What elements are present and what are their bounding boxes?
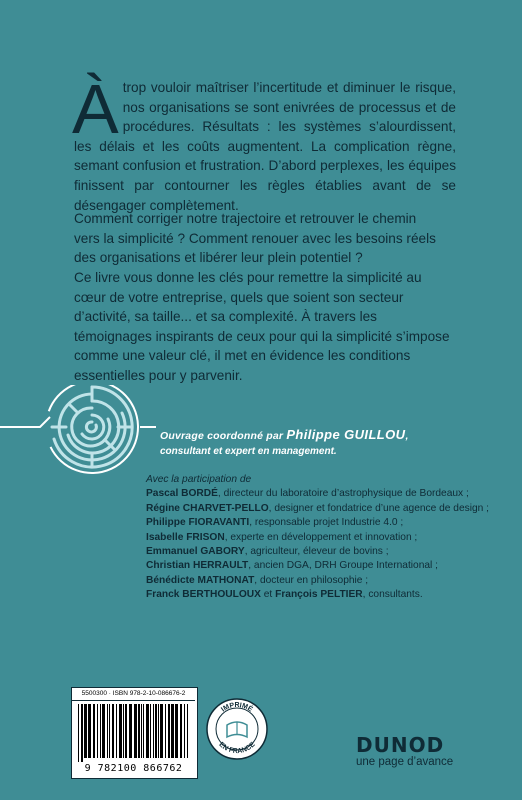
barcode-bar xyxy=(165,704,166,758)
seal-bottom-text: EN FRANCE xyxy=(217,741,257,756)
contributor-row xyxy=(146,531,486,545)
contributor-name: Christian HERRAULT xyxy=(146,560,249,572)
barcode-bar xyxy=(187,704,188,758)
contributor-desc: , responsable projet Industrie 4.0 ; xyxy=(249,517,404,529)
barcode-bar xyxy=(109,704,110,758)
coordination-line xyxy=(160,426,480,445)
barcode-bar xyxy=(123,704,124,758)
publisher-tagline: une page d’avance xyxy=(356,756,454,768)
paragraph-book-pitch: Ce livre vous donne les clés pour remettre la simplicité au cœur de votre entreprise, quels que soient son secteur d’activité, sa taille... et sa complexité. À travers les témoignages inspirants de ceux pour qui la simplicité s’impose comme une valeur clé, il met en évidence les conditions essentielles pour y parvenir. xyxy=(74,270,450,383)
barcode-bar xyxy=(175,704,178,758)
barcode-bar xyxy=(116,704,117,758)
paragraph-intro xyxy=(72,70,456,215)
publisher-logo: DUNOD xyxy=(356,733,445,757)
barcode-bar xyxy=(150,704,151,758)
coordinator-role: consultant et expert en management. xyxy=(160,446,337,457)
barcode-bar xyxy=(134,704,137,758)
barcode-bar xyxy=(180,704,182,758)
barcode-bar xyxy=(93,704,95,758)
barcode-bar xyxy=(78,704,79,762)
barcode-bar xyxy=(141,704,142,758)
coordination-prefix: Ouvrage coordonné par xyxy=(160,430,284,442)
coordination-suffix: , xyxy=(405,430,409,442)
isbn-label: 5500300 · ISBN 978-2-10-086676-2 xyxy=(72,688,195,701)
contributor-name: Franck BERTHOULOUX xyxy=(146,589,261,601)
contributor-row xyxy=(146,502,489,516)
contributor-row xyxy=(146,588,486,602)
contributor-row xyxy=(146,516,486,530)
contributor-desc: , directeur du laboratoire d’astrophysique de Bordeaux ; xyxy=(217,488,469,500)
barcode-bar xyxy=(138,704,140,758)
barcode-bar xyxy=(129,704,132,758)
barcode-bar xyxy=(97,704,98,758)
contributor-name: Philippe FIORAVANTI xyxy=(146,517,250,529)
barcode-bar xyxy=(100,704,101,758)
contributor-desc: , agriculteur, éleveur de bovins ; xyxy=(244,546,389,558)
contributor-desc: , consultants. xyxy=(362,589,423,601)
contributor-row xyxy=(146,487,486,501)
contributor-row xyxy=(146,559,486,573)
seal-top-text: IMPRIMÉ xyxy=(220,702,254,714)
coordinator-name: Philippe GUILLOU xyxy=(286,427,406,442)
barcode-bar xyxy=(155,704,157,758)
barcode-bar xyxy=(88,704,91,758)
contributor-name: Bénédicte MATHONAT xyxy=(146,574,255,586)
contributor-row xyxy=(146,545,486,559)
barcode-bar xyxy=(81,704,83,762)
barcode-bar xyxy=(143,704,144,758)
contributor-desc: , experte en développement et innovation ; xyxy=(224,531,418,543)
contributor-desc: et xyxy=(260,589,276,601)
barcode-bar xyxy=(125,704,127,758)
paragraph-questions: Comment corriger notre trajectoire et retrouver le chemin vers la simplicité ? Comment renouer avec les besoins réels des organisations et libérer leur plein potentiel ? xyxy=(74,211,436,266)
barcode-bar xyxy=(153,704,154,758)
contributors-list xyxy=(146,473,489,603)
barcode-bar xyxy=(158,704,159,758)
barcode-bar xyxy=(84,704,87,758)
contributor-name: Isabelle FRISON xyxy=(146,531,225,543)
contributor-name: Emmanuel GABORY xyxy=(146,546,245,558)
printed-in-france-seal-icon xyxy=(205,697,269,761)
barcode-bar xyxy=(102,704,105,758)
dropcap-letter: À xyxy=(72,70,119,148)
paragraph-intro-text: trop vouloir maîtriser l’incertitude et diminuer le risque, nos organisations se sont enivrées de processus et de procédures. Résultats : les systèmes s’alourdissent, les délais et les coûts augmentent. La complication règne, semant confusion et frustration. D’abord perplexes, les équipes finissent par contourner les règles établies avant de se désengager complètement. xyxy=(74,80,456,213)
barcode-icon xyxy=(78,704,189,762)
barcode-bar xyxy=(160,704,163,758)
contributor-row xyxy=(146,574,486,588)
contributor-name: Régine CHARVET-PELLO xyxy=(146,502,269,514)
contributor-name: Pascal BORDÉ xyxy=(146,488,218,500)
barcode-bar xyxy=(146,704,149,758)
barcode-bar xyxy=(107,704,108,758)
barcode-bar xyxy=(119,704,122,758)
contributor-name: François PELTIER xyxy=(275,589,363,601)
barcode-bar xyxy=(171,704,174,758)
barcode-bar xyxy=(168,704,170,758)
contributor-desc: , ancien DGA, DRH Groupe International ; xyxy=(248,560,438,572)
barcode-bar xyxy=(112,704,114,758)
ean-number: 9 782100 866762 xyxy=(84,763,183,774)
contributor-desc: , designer et fondatrice d’une agence de design ; xyxy=(268,502,489,514)
contributor-desc: , docteur en philosophie ; xyxy=(254,574,369,586)
barcode-bar xyxy=(184,704,185,758)
contributors-intro: Avec la participation de xyxy=(146,474,252,485)
